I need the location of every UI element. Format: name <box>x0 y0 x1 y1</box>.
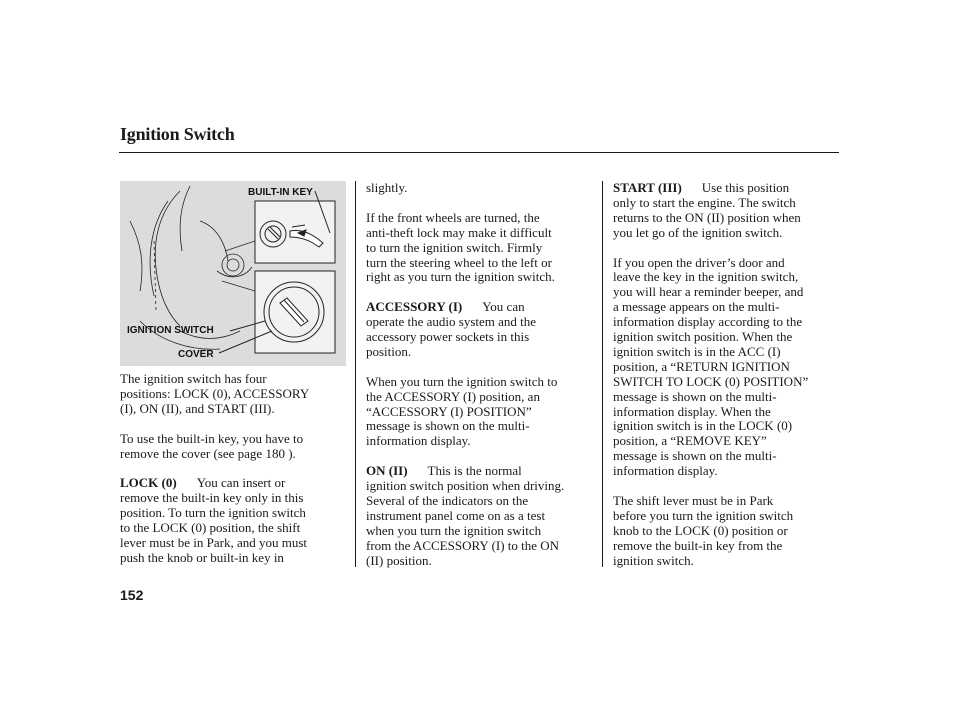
shift-lever-paragraph <box>613 494 839 569</box>
label-cover: COVER <box>178 349 214 360</box>
text-line: anti-theft lock may make it difficult <box>366 224 552 240</box>
text-line: you will hear a reminder beeper, and <box>613 284 804 300</box>
accessory-paragraph <box>366 300 596 360</box>
text-line: information display. When the <box>613 403 771 419</box>
text-line <box>366 464 596 479</box>
page-number: 152 <box>120 587 144 603</box>
page-reference-line[interactable]: remove the cover (see page 180 ). <box>120 445 296 461</box>
page-title: Ignition Switch <box>120 124 235 144</box>
text-line: information display. <box>366 433 471 449</box>
door-reminder-paragraph <box>613 256 839 480</box>
intro-paragraph <box>120 372 346 417</box>
text-line: ignition switch. <box>613 552 694 568</box>
text-line: position. To turn the ignition switch <box>120 505 306 521</box>
text-line: information display. <box>613 463 718 479</box>
text-line: operate the audio system and the <box>366 314 537 330</box>
text-line: only to start the engine. The switch <box>613 194 796 210</box>
text-line: lever must be in Park, and you must <box>120 534 308 550</box>
text-line: Several of the indicators on the <box>366 492 529 508</box>
text-line: slightly. <box>366 180 408 195</box>
text-line: leave the key in the ignition switch, <box>613 269 799 285</box>
text-line: returns to the ON (II) position when <box>613 209 801 225</box>
text-line <box>120 476 346 491</box>
text-line: If you open the driver’s door and <box>613 254 785 270</box>
text-line: The ignition switch has four <box>120 371 267 386</box>
text-line: a message appears on the multi- <box>613 299 780 315</box>
text-line: message is shown on the multi- <box>613 448 777 464</box>
text-line: You can insert or <box>196 475 286 491</box>
lock-heading: LOCK (0) <box>120 475 177 491</box>
text-line: the ACCESSORY (I) position, an <box>366 388 540 404</box>
text-line: When you turn the ignition switch to <box>366 373 558 389</box>
text-line: (I), ON (II), and START (III). <box>120 400 275 416</box>
ignition-switch-illustration <box>120 181 346 366</box>
lock-paragraph <box>120 476 346 565</box>
text-line: turn the steering wheel to the left or <box>366 254 552 270</box>
text-line: This is the normal <box>427 463 522 479</box>
text-line: Use this position <box>701 180 790 195</box>
left-column <box>120 372 346 581</box>
text-line: instrument panel come on as a test <box>366 507 546 523</box>
text-line: position, a “REMOVE KEY” <box>613 433 767 449</box>
text-line: (II) position. <box>366 552 432 568</box>
text-line: information display according to the <box>613 314 803 330</box>
text-line: from the ACCESSORY (I) to the ON <box>366 537 560 553</box>
start-paragraph <box>613 181 839 241</box>
text-line: SWITCH TO LOCK (0) POSITION” <box>613 373 809 389</box>
on-paragraph <box>366 464 596 568</box>
text-line: you let go of the ignition switch. <box>613 224 783 240</box>
text-line: ignition switch position when driving. <box>366 478 565 494</box>
accessory-heading: ACCESSORY (I) <box>366 299 463 315</box>
text-line: to the LOCK (0) position, the shift <box>120 520 301 536</box>
text-line: ignition switch is in the LOCK (0) <box>613 418 793 434</box>
text-line: The shift lever must be in Park <box>613 493 774 508</box>
start-heading: START (III) <box>613 180 682 195</box>
label-built-in-key: BUILT-IN KEY <box>248 187 313 198</box>
text-line: “ACCESSORY (I) POSITION” <box>366 403 532 419</box>
text-line: push the knob or built-in key in <box>120 549 284 565</box>
text-line: positions: LOCK (0), ACCESSORY <box>120 385 310 401</box>
text-line: To use the built-in key, you have to <box>120 430 304 446</box>
text-line: before you turn the ignition switch <box>613 507 794 523</box>
text-line: right as you turn the ignition switch. <box>366 269 555 285</box>
ignition-switch-drawing <box>120 181 346 366</box>
text-line: If the front wheels are turned, the <box>366 209 540 225</box>
text-line <box>613 181 839 196</box>
right-column <box>613 181 839 583</box>
accessory-message-paragraph <box>366 375 596 450</box>
middle-column <box>366 181 596 583</box>
on-heading: ON (II) <box>366 463 408 479</box>
text-line: message is shown on the multi- <box>613 388 777 404</box>
text-line: position. <box>366 343 412 359</box>
text-line: to turn the ignition switch. Firmly <box>366 239 543 255</box>
wheels-paragraph <box>366 211 596 286</box>
text-line: when you turn the ignition switch <box>366 522 542 538</box>
text-line: remove the built-in key from the <box>613 537 783 553</box>
text-line: knob to the LOCK (0) position or <box>613 522 788 538</box>
text-line: You can <box>482 299 525 315</box>
text-line: remove the built-in key only in this <box>120 490 304 506</box>
text-line: ignition switch position. When the <box>613 329 793 345</box>
text-line: ignition switch is in the ACC (I) <box>613 343 781 359</box>
title-divider <box>119 152 839 153</box>
label-ignition-switch: IGNITION SWITCH <box>127 325 214 336</box>
text-line: position, a “RETURN IGNITION <box>613 358 790 374</box>
built-in-key-paragraph <box>120 432 346 462</box>
column-divider <box>355 181 356 567</box>
column-divider <box>602 181 603 567</box>
text-line <box>366 300 596 315</box>
text-line: message is shown on the multi- <box>366 418 530 434</box>
continuation-paragraph <box>366 181 596 196</box>
text-line: accessory power sockets in this <box>366 329 530 345</box>
